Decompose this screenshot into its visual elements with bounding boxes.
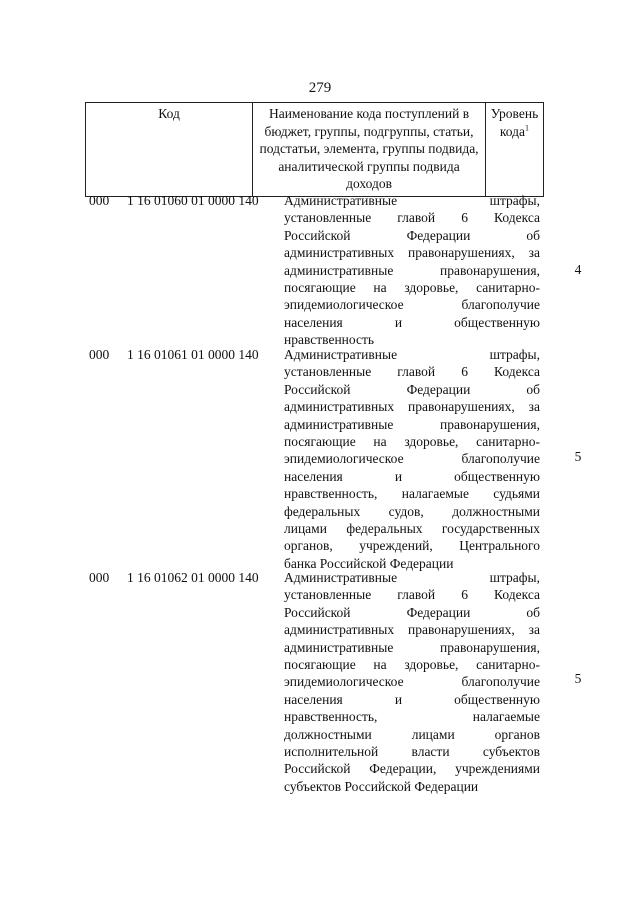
- name-line: населения и общественную: [284, 314, 540, 330]
- admin-code: 000: [89, 193, 110, 208]
- income-name: [284, 346, 540, 572]
- name-line: Административные штрафы,: [284, 347, 540, 362]
- name-line: Российской Федерации, учреждениями: [284, 761, 540, 777]
- name-line: федеральных судов, должностными: [284, 503, 540, 519]
- name-line: административных правонарушениях, за: [284, 622, 540, 638]
- admin-code: 000: [89, 347, 110, 362]
- name-line: нравственность: [284, 332, 375, 348]
- name-line: административные правонарушения,: [284, 416, 540, 432]
- header-name-line: аналитической группы подвида доходов: [278, 158, 460, 191]
- header-name: [253, 103, 486, 197]
- header-level: [485, 103, 543, 197]
- name-line: установленные главой 6 Кодекса: [284, 587, 540, 603]
- name-line: банка Российской Федерации: [284, 555, 454, 571]
- name-line: посягающие на здоровье, санитарно-: [284, 280, 540, 296]
- name-line: посягающие на здоровье, санитарно-: [284, 657, 540, 673]
- name-line: установленные главой 6 Кодекса: [284, 210, 540, 226]
- name-line: нравственность, налагаемые: [284, 709, 540, 725]
- name-line: населения и общественную: [284, 468, 540, 484]
- name-line: населения и общественную: [284, 691, 540, 707]
- name-line: административных правонарушениях, за: [284, 399, 540, 415]
- name-line: эпидемиологическое благополучие: [284, 451, 540, 467]
- name-line: посягающие на здоровье, санитарно-: [284, 434, 540, 450]
- name-line: административных правонарушениях, за: [284, 245, 540, 261]
- level-value: 5: [574, 671, 582, 686]
- name-line: эпидемиологическое благополучие: [284, 674, 540, 690]
- kbk-code: 1 16 01061 01 0000 140: [127, 347, 259, 362]
- name-line: Административные штрафы,: [284, 570, 540, 585]
- kbk-code: 1 16 01062 01 0000 140: [127, 570, 259, 585]
- name-line: исполнительной власти субъектов: [284, 744, 540, 760]
- name-line: Российской Федерации об: [284, 227, 540, 243]
- table-header: [85, 102, 544, 197]
- page-number: 279: [308, 80, 332, 96]
- name-line: нравственность, налагаемые судьями: [284, 486, 540, 502]
- header-name-line: бюджет, группы, подгруппы, статьи,: [264, 123, 474, 139]
- income-name: [284, 192, 540, 349]
- kbk-code: 1 16 01060 01 0000 140: [127, 193, 259, 208]
- header-level-line: кода$^1$: [499, 123, 530, 139]
- name-line: Российской Федерации об: [284, 381, 540, 397]
- level-value: 5: [574, 449, 582, 464]
- name-line: должностными лицами органов: [284, 726, 540, 742]
- level-value: 4: [574, 262, 582, 277]
- header-name-line: подстатьи, элемента, группы подвида,: [259, 141, 479, 156]
- name-line: административные правонарушения,: [284, 262, 540, 278]
- name-line: административные правонарушения,: [284, 639, 540, 655]
- name-line: установленные главой 6 Кодекса: [284, 364, 540, 380]
- name-line: Административные штрафы,: [284, 193, 540, 208]
- income-name: [284, 569, 540, 795]
- header-name-line: Наименование кода поступлений в: [268, 106, 470, 121]
- name-line: лицами федеральных государственных: [284, 521, 540, 537]
- footnote-mark: 1: [525, 123, 530, 132]
- header-level-line: Уровень: [490, 106, 539, 121]
- header-code: Код: [86, 103, 253, 197]
- name-line: органов, учреждений, Центрального: [284, 538, 540, 554]
- admin-code: 000: [89, 570, 110, 585]
- name-line: эпидемиологическое благополучие: [284, 297, 540, 313]
- name-line: Российской Федерации об: [284, 604, 540, 620]
- name-line: субъектов Российской Федерации: [284, 778, 479, 794]
